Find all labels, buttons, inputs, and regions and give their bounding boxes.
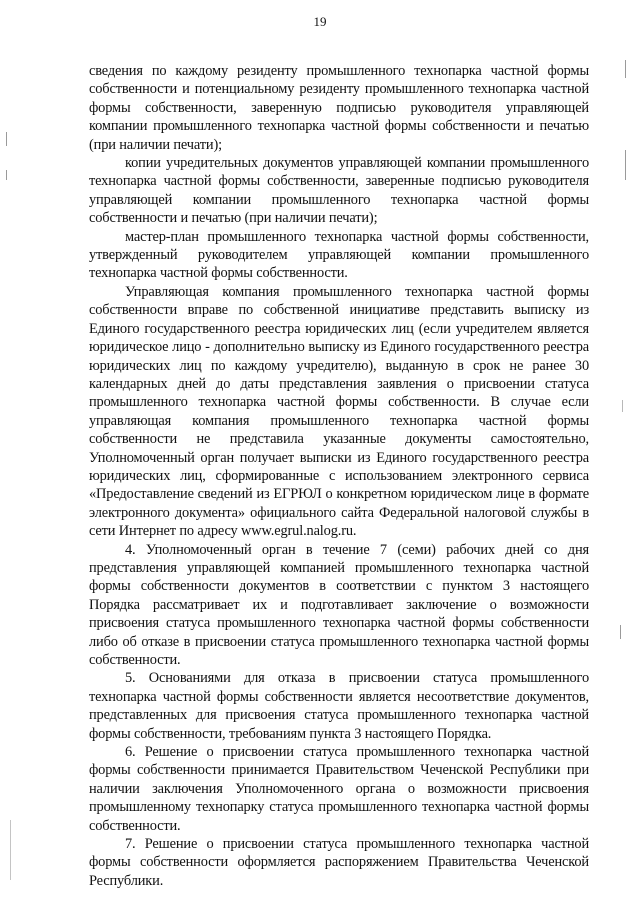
scan-mark-right-2 (625, 150, 626, 180)
paragraph-item-5: 5. Основаниями для отказа в присвоении статуса промышленного технопарка частной формы собственности является несоответствие документов, представленных для присвоения статуса промышленного технопарка частной формы собственности, требованиям пункта 3 настоящего Порядка. (89, 670, 589, 742)
scan-mark-right-1 (625, 60, 626, 78)
paragraph-item-7: 7. Решение о присвоении статуса промышленного технопарка частной формы собственности оформляется распоряжением Правительства Чеченской Республики. (89, 836, 589, 889)
document-body (89, 62, 589, 890)
paragraph-egrul-extract: Управляющая компания промышленного технопарка частной формы собственности вправе по собственной инициативе представить выписку из Единого государственного реестра юридических лиц (если учредителем является юридическое лицо - дополнительно выписку из Единого государственного реестра юридических лиц по каждому учредителю), выданную в срок не ранее 30 календарных дней до даты представления заявления о присвоении статуса промышленного технопарка частной формы собственности. В случае если управляющая компания промышленного технопарка частной формы собственности не представила указанные документы самостоятельно, Уполномоченный орган получает выписки из Единого государственного реестра юридических лиц, сформированные с использованием электронного сервиса «Предоставление сведений из ЕГРЮЛ о конкретном юридическом лице в формате электронного документа» официального сайта Федеральной налоговой службы в сети Интернет по адресу www.egrul.nalog.ru. (89, 283, 589, 540)
scan-mark-left-1 (6, 132, 7, 146)
scan-mark-right-3 (622, 400, 623, 412)
scan-mark-right-4 (620, 625, 621, 639)
paragraph-item-6: 6. Решение о присвоении статуса промышленного технопарка частной формы собственности принимается Правительством Чеченской Республики при наличии заключения Уполномоченного органа о возможности присвоения промышленному технопарку статуса промышленного технопарка частной формы собственности. (89, 744, 589, 834)
page-number: 19 (313, 14, 327, 29)
scan-mark-left-3 (10, 820, 11, 880)
paragraph-item-4: 4. Уполномоченный орган в течение 7 (семи) рабочих дней со дня представления управляющей компанией промышленного технопарка частной формы собственности документов в соответствии с пунктом 3 настоящего Порядка рассматривает их и подготавливает заключение о возможности присвоения статуса промышленного технопарка частной формы собственности либо об отказе в присвоении статуса промышленного технопарка частной формы собственности. (89, 541, 589, 668)
paragraph-resident-info: сведения по каждому резиденту промышленного технопарка частной формы собственности и потенциальному резиденту промышленного технопарка частной формы собственности, заверенную подписью руководителя управляющей компании промышленного технопарка частной формы собственности и печатью (при наличии печати); (89, 63, 589, 153)
paragraph-master-plan: мастер-план промышленного технопарка частной формы собственности, утвержденный руководителем управляющей компании промышленного технопарка частной формы собственности. (89, 228, 589, 282)
paragraph-founding-documents: копии учредительных документов управляющей компании промышленного технопарка частной формы собственности, заверенные подписью руководителя управляющей компании промышленного технопарка частной формы собственности и печатью (при наличии печати); (89, 155, 589, 227)
scan-mark-left-2 (6, 170, 7, 180)
